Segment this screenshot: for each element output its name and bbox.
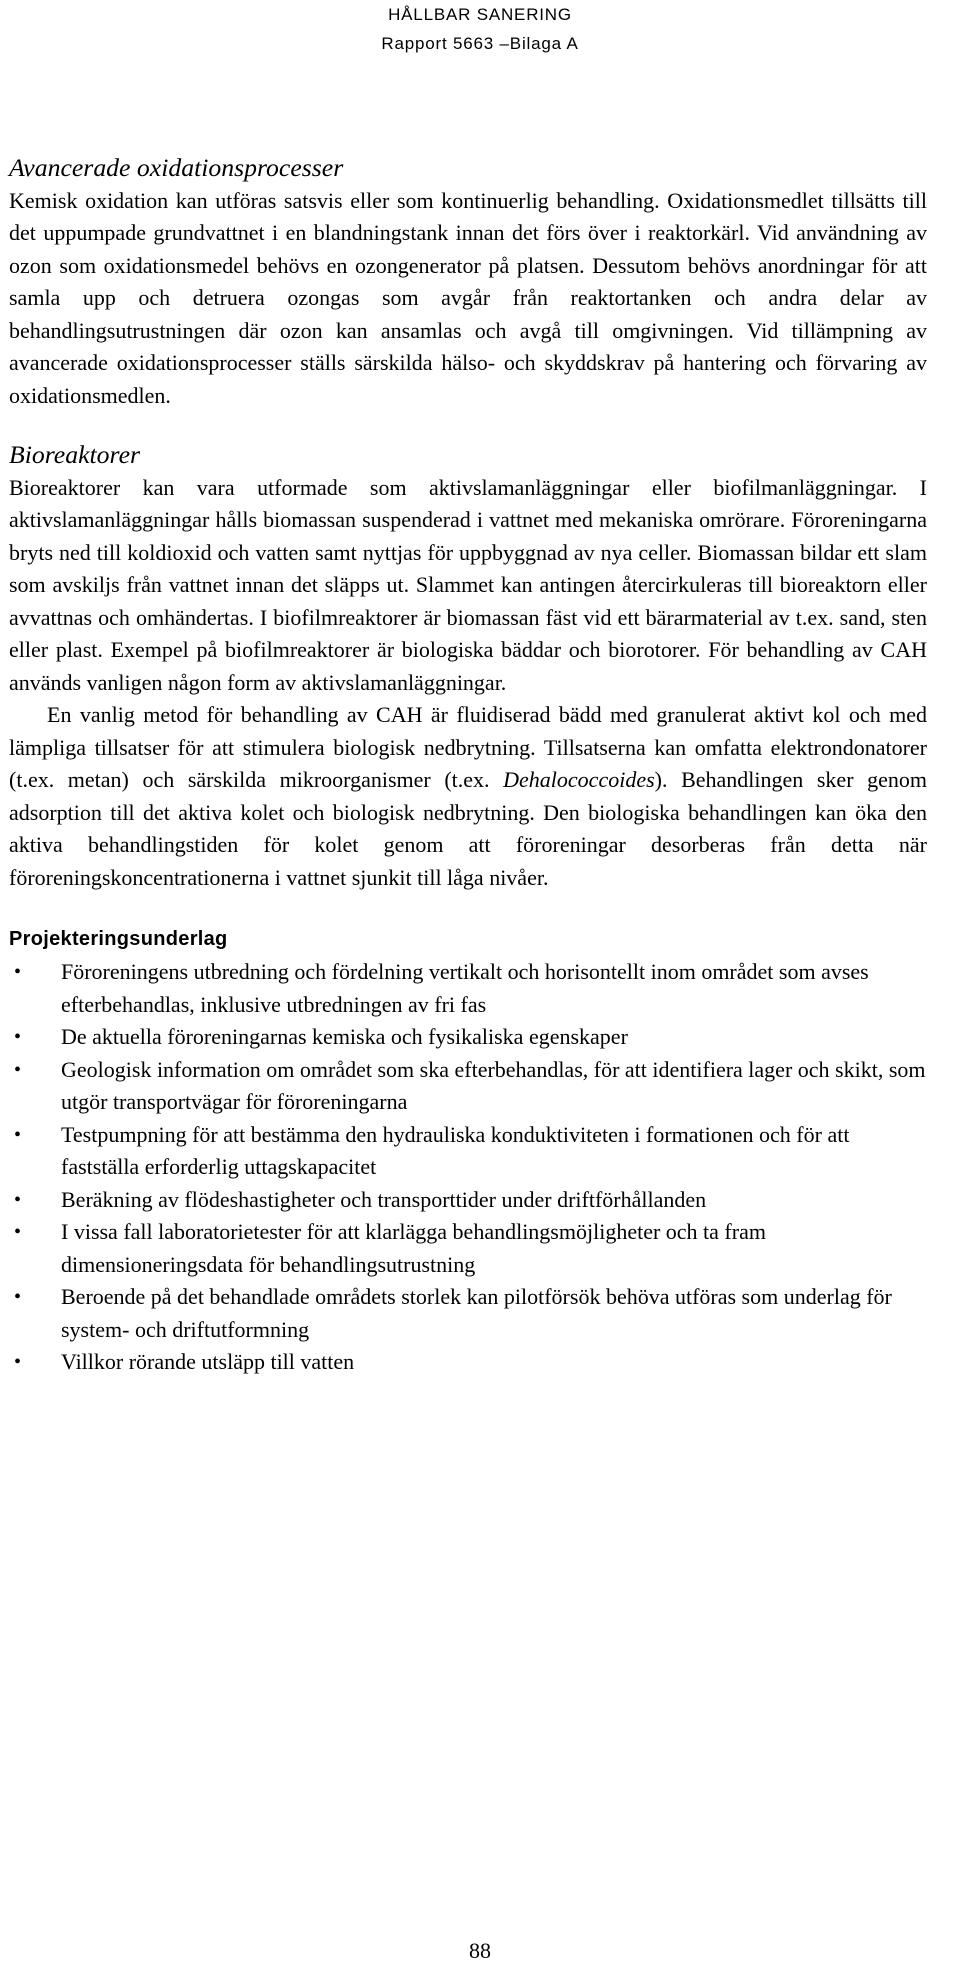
bullet-icon: • <box>14 1351 22 1373</box>
list-item <box>9 1054 927 1119</box>
bullet-icon: • <box>14 1286 22 1308</box>
list-item-text: Testpumpning för att bestämma den hydrauliska konduktiviteten i formationen och för att fastställa erforderlig uttagskapacitet <box>61 1121 850 1179</box>
list-item-text: Beroende på det behandlade områdets storlek kan pilotförsök behöva utföras som underlag för system- och driftutformning <box>61 1284 892 1342</box>
document-body <box>9 152 927 1379</box>
heading-advanced-oxidation: Avancerade oxidationsprocesser <box>9 153 344 182</box>
list-item-text: De aktuella föroreningarnas kemiska och fysikaliska egenskaper <box>61 1024 628 1049</box>
paragraph-advanced-oxidation: Kemisk oxidation kan utföras satsvis eller som kontinuerlig behandling. Oxidationsmedlet tillsätts till det uppumpade grundvattnet i en blandningstank innan det förs över i reaktorkärl. Vid användning av ozon som oxidationsmedel behövs en ozongenerator på platsen. Dessutom behövs anordningar för att samla upp och detruera ozongas som avgår från reaktortanken och andra delar av behandlingsutrustningen där ozon kan ansamlas och avgå till omgivningen. Vid tillämpning av avancerade oxidationsprocesser ställs särskilda hälso- och skyddskrav på hantering och förvaring av oxidationsmedlen. <box>9 187 927 408</box>
paragraph-bioreactors-2-text-b: ). Behandlingen sker genom adsorption till det aktiva kolet och biologisk nedbrytning. Den biologiska behandlingen kan öka den aktiva behandlingstiden för kolet genom att föroreningar desorberas från detta när föroreningskoncentrationerna i vattnet sjunkit till låga nivåer. <box>9 767 927 890</box>
report-number: Rapport 5663 –Bilaga A <box>381 34 579 53</box>
species-name-italic: Dehalococcoides <box>503 767 655 792</box>
list-item-text: Villkor rörande utsläpp till vatten <box>61 1349 355 1374</box>
bullet-icon: • <box>14 1123 22 1146</box>
page-header <box>0 0 960 59</box>
list-item <box>9 1021 927 1054</box>
bullet-icon: • <box>14 1026 22 1048</box>
report-series-title: HÅLLBAR SANERING <box>388 5 572 24</box>
bullet-icon: • <box>14 961 22 983</box>
bullet-icon: • <box>14 1221 22 1243</box>
paragraph-bioreactors-2 <box>9 699 927 894</box>
list-item-text: Föroreningens utbredning och fördelning vertikalt och horisontellt inom området som avses efterbehandlas, inklusive utbredningen av fri fas <box>61 959 869 1017</box>
list-item <box>9 1184 927 1217</box>
heading-bioreactors: Bioreaktorer <box>9 440 141 469</box>
page-number: 88 <box>469 1938 491 1963</box>
bullet-icon: • <box>14 1058 22 1081</box>
list-item-text: Beräkning av flödeshastigheter och transporttider under driftförhållanden <box>61 1186 707 1212</box>
paragraph-bioreactors-1: Bioreaktorer kan vara utformade som aktivslamanläggningar eller biofilmanläggningar. I aktivslamanläggningar hålls biomassan suspenderad i vattnet med mekaniska omrörare. Föroreningarna bryts ned till koldioxid och vatten samt nyttjas för uppbyggnad av nya celler. Biomassan bildar ett slam som avskiljs från vattnet innan det släpps ut. Slammet kan antingen återcirkuleras till bioreaktorn eller avvattnas och omhändertas. I biofilmreaktorer är biomassan fäst vid ett bärarmaterial av t.ex. sand, sten eller plast. Exempel på biofilmreaktorer är biologiska bäddar och biorotorer. För behandling av CAH används vanligen någon form av aktivslamanläggningar. <box>9 474 927 695</box>
list-item <box>9 1281 927 1346</box>
list-item <box>9 1119 927 1184</box>
list-item-text: I vissa fall laboratorietester för att klarlägga behandlingsmöjligheter och ta fram dimensioneringsdata för behandlingsutrustning <box>61 1219 766 1277</box>
bullet-icon: • <box>14 1188 22 1211</box>
list-item <box>9 956 927 1021</box>
paragraph-bioreactors-2-text-a: En vanlig metod för behandling av CAH är fluidiserad bädd med granulerat aktivt kol och med lämpliga tillsatser för att stimulera biologisk nedbrytning. Tillsatserna kan omfatta elektrondonatorer (t.ex. metan) och särskilda mikroorganismer (t.ex. <box>9 702 927 792</box>
list-item-text: Geologisk information om området som ska efterbehandlas, för att identifiera lager och skikt, som utgör transportvägar för föroreningarna <box>61 1056 926 1114</box>
heading-projecting-basis: Projekteringsunderlag <box>9 928 228 950</box>
projecting-basis-list <box>9 956 927 1379</box>
list-item <box>9 1346 927 1379</box>
list-item <box>9 1216 927 1281</box>
